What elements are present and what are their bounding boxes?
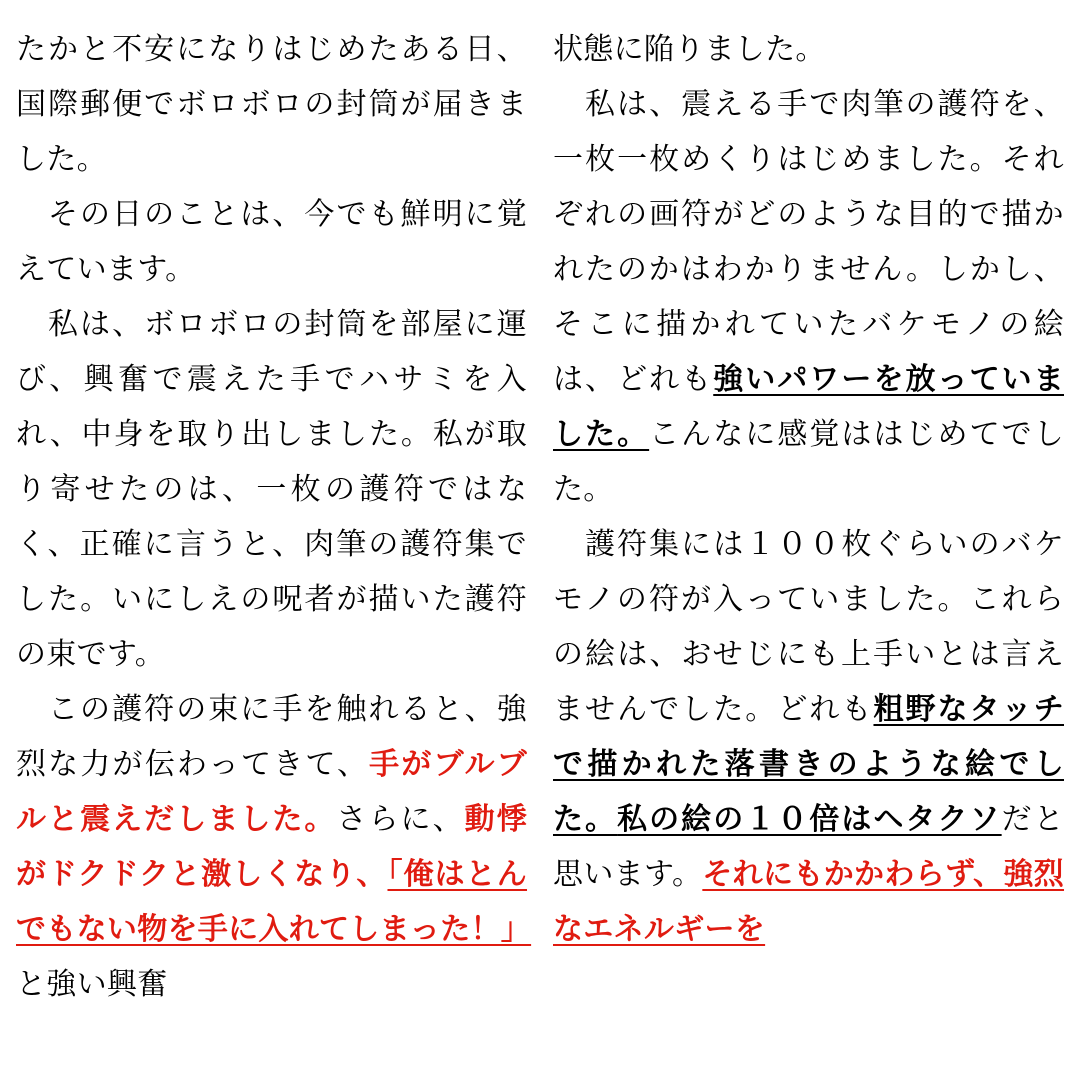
highlight-underline-run: 私の絵の１０倍はヘタクソ (617, 803, 1002, 836)
text-run: と強い興奮 (16, 968, 168, 1001)
paragraph (16, 682, 532, 1012)
paragraph (553, 517, 1064, 957)
highlight-underline-run: 強いパワーを放っていました。 (553, 363, 1064, 451)
highlight-red-run: 動悸がドクドクと激しくなり、 (16, 803, 528, 891)
highlight-red-underline-run: 「俺はとんでもない物を手に入れてしまった！」 (16, 858, 532, 946)
text-run: 私は、ボロボロの封筒を部屋に運び、興奮で震えた手でハサミを入れ、中身を取り出しました。私が取り寄せたのは、一枚の護符ではなく、正確に言うと、肉筆の護符集でした。いにしえの呪者が描いた護符の束です。 (16, 308, 527, 671)
text-run: たかと不安になりはじめたある日、国際郵便でボロボロの封筒が届きました。 (16, 33, 527, 176)
text-run: こんなに感覚ははじめてでした。 (553, 418, 1064, 506)
highlight-red-underline-run: それにもかかわらず、強烈なエネルギーを (553, 858, 1065, 946)
paragraph (553, 77, 1064, 517)
highlight-underline-run: 粗野なタッチで描かれた落書きのような絵でした。 (553, 693, 1064, 836)
paragraph (553, 22, 1064, 77)
paragraph (16, 297, 527, 682)
paragraph (16, 187, 527, 297)
text-run: さらに、 (336, 803, 465, 836)
paragraph (16, 22, 527, 187)
left-column (16, 22, 532, 1070)
text-run: この護符の束に手を触れると、強烈な力が伝わってきて、 (16, 693, 527, 781)
text-run: 私は、震える手で肉筆の護符を、一枚一枚めくりはじめました。それぞれの画符がどのような目的で描かれたのかはわかりません。しかし、そこに描かれていたバケモノの絵は、どれも (553, 88, 1064, 396)
highlight-red-run: 手がブルブルと震えだしました。 (16, 748, 527, 836)
text-run: その日のことは、今でも鮮明に覚えています。 (16, 198, 527, 286)
text-run: だと思います。 (553, 803, 1064, 891)
text-run: 状態に陥りました。 (553, 33, 826, 66)
text-run: 護符集には１００枚ぐらいのバケモノの符が入っていました。これらの絵は、おせじにも上手いとは言えませんでした。どれも (553, 528, 1064, 726)
right-column (553, 22, 1064, 1070)
